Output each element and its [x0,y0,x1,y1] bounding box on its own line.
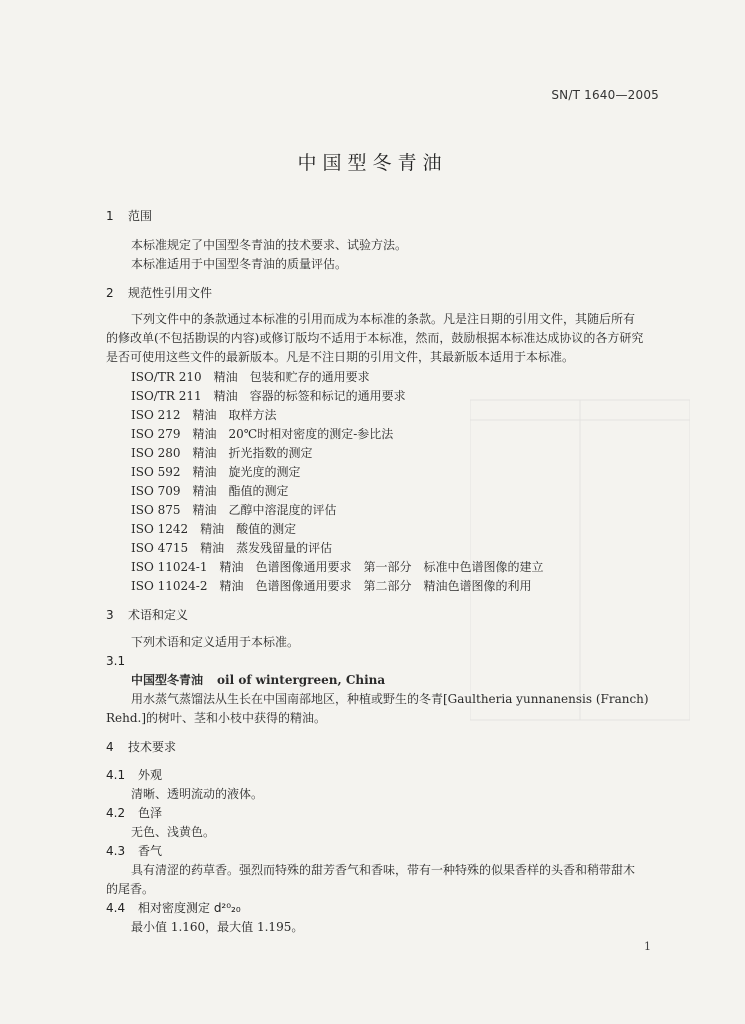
subsection-heading-density: 4.4 相对密度测定 d²⁰₂₀ [106,901,241,915]
page-number: 1 [644,940,651,953]
section-title: 规范性引用文件 [128,286,213,300]
term-chinese: 中国型冬青油 [131,673,204,687]
standard-code: SN/T 1640—2005 [551,88,659,102]
term-definition-line-1: 用水蒸气蒸馏法从生长在中国南部地区，种植或野生的冬青[Gaultheria yunnanensis (Franch) [131,692,649,706]
section-number: 1 [106,209,114,223]
subsection-heading-appearance: 4.1 外观 [106,768,163,782]
normative-intro-line-1: 下列文件中的条款通过本标准的引用而成为本标准的条款。凡是注日期的引用文件，其随后所有 [131,312,636,326]
reference-item: ISO 592 精油 旋光度的测定 [131,465,301,479]
reference-item: ISO 280 精油 折光指数的测定 [131,446,313,460]
section-title: 范围 [128,209,153,223]
appearance-text: 清晰、透明流动的液体。 [131,787,264,801]
reference-item: ISO 709 精油 酯值的测定 [131,484,289,498]
reference-item: ISO/TR 211 精油 容器的标签和标记的通用要求 [131,389,406,403]
reference-item: ISO 875 精油 乙醇中溶混度的评估 [131,503,337,517]
section-number: 4 [106,740,114,754]
term-entry [131,671,385,688]
section-heading-terms [106,606,188,623]
bleed-through-texture [470,120,690,920]
reference-item: ISO 279 精油 20℃时相对密度的测定-参比法 [131,427,394,441]
reference-item: ISO 11024-2 精油 色谱图像通用要求 第二部分 精油色谱图像的利用 [131,579,532,593]
reference-item: ISO 11024-1 精油 色谱图像通用要求 第一部分 标准中色谱图像的建立 [131,560,544,574]
section-title: 术语和定义 [128,608,189,622]
normative-intro-line-2: 的修改单(不包括勘误的内容)或修订版均不适用于本标准，然而，鼓励根据本标准达成协议的各方研究 [106,331,644,345]
reference-item: ISO 212 精油 取样方法 [131,408,277,422]
terms-intro: 下列术语和定义适用于本标准。 [131,635,300,649]
reference-item: ISO/TR 210 精油 包装和贮存的通用要求 [131,370,370,384]
subsection-number: 3.1 [106,654,126,668]
color-text: 无色、浅黄色。 [131,825,216,839]
section-number: 3 [106,608,114,622]
reference-item: ISO 1242 精油 酸值的测定 [131,522,297,536]
scope-paragraph-2: 本标准适用于中国型冬青油的质量评估。 [131,257,348,271]
section-heading-technical [106,738,176,755]
term-definition-line-2: Rehd.]的树叶、茎和小枝中获得的精油。 [106,711,327,725]
reference-item: ISO 4715 精油 蒸发残留量的评估 [131,541,333,555]
document-title: 中国型冬青油 [297,152,448,174]
section-number: 2 [106,286,114,300]
scope-paragraph-1: 本标准规定了中国型冬青油的技术要求、试验方法。 [131,238,408,252]
section-heading-scope [106,207,152,224]
odor-text-line-2: 的尾香。 [106,882,155,896]
odor-text-line-1: 具有清涩的药草香。强烈而特殊的甜芳香气和香味，带有一种特殊的似果香样的头香和稍带甜木 [131,863,636,877]
subsection-heading-color: 4.2 色泽 [106,806,163,820]
section-heading-normative [106,284,212,301]
section-title: 技术要求 [128,740,177,754]
density-text: 最小值 1.160，最大值 1.195。 [131,920,304,934]
normative-intro-line-3: 是否可使用这些文件的最新版本。凡是不注日期的引用文件，其最新版本适用于本标准。 [106,350,575,364]
subsection-heading-odor: 4.3 香气 [106,844,163,858]
term-english: oil of wintergreen, China [217,673,386,687]
